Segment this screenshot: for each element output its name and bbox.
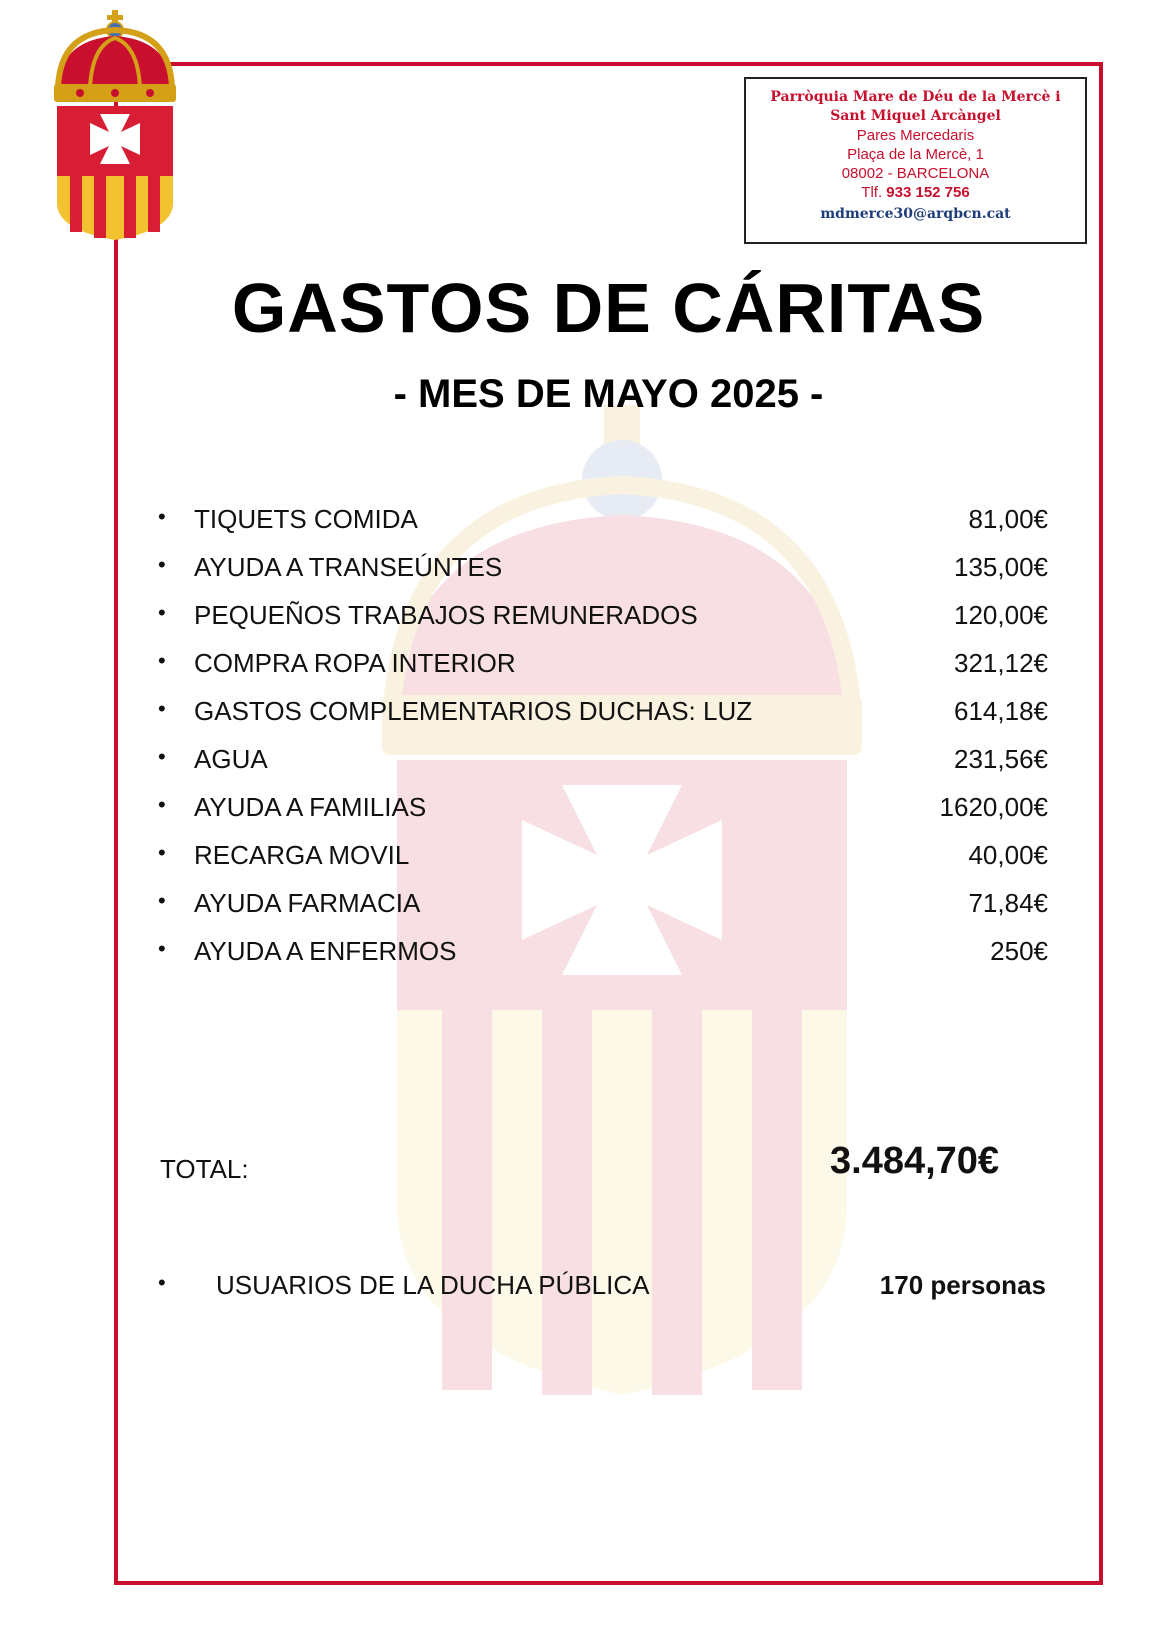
page-subtitle: - MES DE MAYO 2025 - — [393, 372, 824, 416]
item-amount: 71,84€ — [968, 888, 1048, 918]
contact-city: 08002 - BARCELONA — [841, 165, 990, 182]
contact-phone-line — [746, 183, 1085, 202]
bullet-icon: • — [158, 936, 166, 961]
parish-crest-logo — [50, 8, 180, 243]
list-item — [158, 694, 1058, 742]
expense-list — [158, 502, 1058, 982]
bullet-icon: • — [158, 504, 166, 529]
bullet-icon: • — [158, 744, 166, 769]
list-item — [158, 886, 1058, 934]
item-label: TIQUETS COMIDA — [194, 504, 418, 534]
contact-parish-name-2: Sant Miquel Arcàngel — [830, 108, 1001, 124]
item-label: AYUDA A FAMILIAS — [194, 792, 427, 822]
shower-users-count: 170 personas — [879, 1270, 1046, 1300]
item-amount: 120,00€ — [954, 600, 1048, 630]
total-label: TOTAL: — [160, 1154, 249, 1184]
list-item — [158, 790, 1058, 838]
item-label: GASTOS COMPLEMENTARIOS DUCHAS: LUZ — [194, 696, 753, 726]
list-item — [158, 934, 1058, 982]
list-item — [158, 838, 1058, 886]
bullet-icon: • — [158, 792, 166, 817]
bullet-icon: • — [158, 696, 166, 721]
item-label: AYUDA A TRANSEÚNTES — [194, 552, 503, 582]
list-item — [158, 646, 1058, 694]
item-label: AGUA — [194, 744, 268, 774]
contact-address: Plaça de la Mercè, 1 — [847, 146, 984, 163]
list-item — [158, 550, 1058, 598]
contact-phone-prefix: Tlf. — [861, 184, 887, 201]
bullet-icon: • — [158, 600, 166, 625]
item-amount: 40,00€ — [968, 840, 1048, 870]
bullet-icon: • — [158, 888, 166, 913]
item-amount: 135,00€ — [954, 552, 1048, 582]
item-amount: 1620,00€ — [939, 792, 1048, 822]
bullet-icon: • — [158, 840, 166, 865]
item-label: COMPRA ROPA INTERIOR — [194, 648, 516, 678]
total-amount: 3.484,70€ — [830, 1140, 1000, 1182]
item-amount: 250€ — [990, 936, 1048, 966]
bullet-icon: • — [158, 552, 166, 577]
contact-phone: 933 152 756 — [886, 184, 970, 201]
item-label: RECARGA MOVIL — [194, 840, 410, 870]
shower-users-label: USUARIOS DE LA DUCHA PÚBLICA — [216, 1270, 650, 1300]
list-item — [158, 742, 1058, 790]
list-item — [158, 502, 1058, 550]
bullet-icon: • — [158, 1270, 166, 1295]
list-item — [158, 598, 1058, 646]
bullet-icon: • — [158, 648, 166, 673]
item-label: AYUDA FARMACIA — [194, 888, 421, 918]
item-label: AYUDA A ENFERMOS — [194, 936, 457, 966]
contact-box — [744, 77, 1087, 244]
item-amount: 81,00€ — [968, 504, 1048, 534]
item-amount: 614,18€ — [954, 696, 1048, 726]
item-label: PEQUEÑOS TRABAJOS REMUNERADOS — [194, 600, 698, 630]
contact-order: Pares Mercedaris — [856, 127, 975, 144]
contact-parish-name: Parròquia Mare de Déu de la Mercè i — [770, 89, 1061, 105]
item-amount: 231,56€ — [954, 744, 1048, 774]
contact-email: mdmerce30@arqbcn.cat — [820, 206, 1011, 222]
item-amount: 321,12€ — [954, 648, 1048, 678]
shower-users-row — [158, 1268, 1058, 1308]
page-title: GASTOS DE CÁRITAS — [231, 269, 986, 347]
